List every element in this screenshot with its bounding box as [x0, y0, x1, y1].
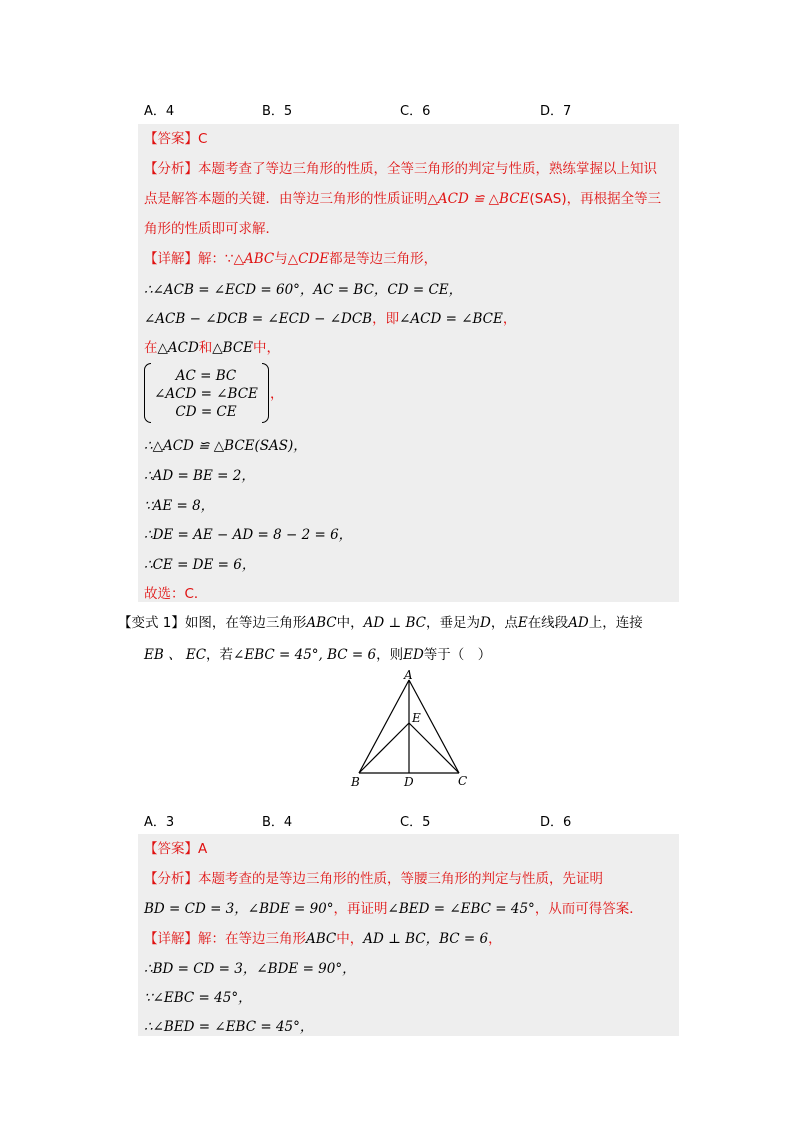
analysis-tag: 【分析】 — [144, 161, 198, 177]
math-expr: △ACD ≌ △BCE — [427, 191, 530, 207]
label-e: E — [412, 711, 421, 725]
math-expr: △CDE — [287, 251, 330, 267]
detail-line-5: ∴△ACD ≌ △BCE(SAS)， — [144, 438, 307, 454]
detail-text: ， — [488, 931, 502, 947]
variant-question-line-2 — [144, 645, 491, 665]
analysis-line-1 — [144, 159, 657, 179]
option-b: B．5 — [262, 104, 293, 119]
math-expr: ∠ACD = ∠BCE — [399, 311, 503, 327]
math-expr: EB 、 EC — [144, 647, 207, 663]
detail-line-9: ∴CE = DE = 6， — [144, 557, 256, 573]
detail-text: 和 — [198, 340, 213, 356]
detail-text: 在 — [144, 340, 158, 356]
detail-tag: 【详解】 — [144, 931, 198, 947]
question-text: ，点 — [490, 615, 518, 631]
detail2-line-1 — [144, 929, 502, 949]
detail-line-3 — [144, 309, 516, 329]
variant-tag: 【变式 1】 — [118, 615, 185, 631]
analysis-text: ，从而可得答案． — [534, 901, 643, 917]
label-b: B — [351, 775, 360, 789]
system-tail: ， — [270, 386, 284, 402]
analysis-text: ，再证明 — [333, 901, 388, 917]
math-expr: ABC — [306, 615, 337, 631]
answer-value: A — [198, 841, 208, 857]
option-c: C．5 — [400, 815, 431, 830]
detail-line-8: ∴DE = AE − AD = 8 − 2 = 6， — [144, 527, 353, 543]
equation-system — [144, 363, 274, 425]
math-expr: BD = CD = 3，∠BDE = 90° — [144, 901, 334, 917]
analysis2-line-1 — [144, 869, 603, 889]
math-expr: △ACD — [157, 340, 199, 356]
variant-question-line-1 — [118, 613, 643, 633]
question-text: ，垂足为 — [426, 615, 480, 631]
math-expr: ∠EBC = 45°, BC = 6 — [233, 647, 377, 663]
right-brace — [262, 363, 269, 423]
question-text: ，则 — [376, 647, 404, 663]
detail-line-10: 故选：C． — [144, 586, 208, 602]
label-a: A — [404, 668, 413, 682]
detail-text: 解：在等边三角形 — [198, 931, 306, 947]
option-a: A．3 — [144, 815, 175, 830]
math-expr: AD ⊥ BC — [363, 615, 426, 631]
side-ac — [409, 680, 459, 773]
system-eq-1: AC = BC — [175, 368, 237, 384]
segment-eb — [359, 723, 409, 773]
detail-line-6: ∴AD = BE = 2， — [144, 468, 255, 484]
detail-tag: 【详解】 — [144, 251, 198, 267]
math-expr: E — [517, 615, 528, 631]
system-eq-2: ∠ACD = ∠BCE — [154, 386, 258, 402]
detail-text: ， — [502, 311, 517, 327]
option-c: C．6 — [400, 104, 431, 119]
math-expr: △BCE — [212, 340, 254, 356]
question-text: ，若 — [206, 647, 234, 663]
triangle-figure — [345, 668, 475, 794]
detail-text: ，即 — [372, 311, 400, 327]
side-ab — [359, 680, 409, 773]
question-text: 在线段 — [527, 615, 569, 631]
segment-ec — [409, 723, 459, 773]
answer-line-1 — [144, 129, 207, 149]
math-expr: ED — [403, 647, 424, 663]
analysis-text: 本题考查的是等边三角形的性质，等腰三角形的判定与性质，先证明 — [198, 871, 603, 887]
analysis-text: 本题考查了等边三角形的性质，全等三角形的判定与性质，熟练掌握以上知识 — [198, 161, 657, 177]
detail-line-7: ∵AE = 8， — [144, 498, 215, 514]
detail2-line-3: ∵∠EBC = 45°， — [144, 990, 252, 1006]
answer-tag: 【答案】 — [144, 841, 198, 857]
system-eq-3: CD = CE — [175, 404, 237, 420]
detail-text: 解：∵ — [198, 251, 234, 267]
math-expr: D — [480, 615, 491, 631]
math-expr: AD — [568, 615, 589, 631]
analysis-text: 角形的性质即可求解． — [144, 221, 279, 237]
option-d: D．7 — [540, 104, 572, 119]
math-expr: (SAS) — [529, 191, 567, 207]
answer-value: C — [198, 131, 208, 147]
detail-line-2: ∴∠ACB = ∠ECD = 60°，AC = BC，CD = CE， — [144, 282, 463, 298]
detail2-line-4: ∴∠BED = ∠EBC = 45°， — [144, 1019, 314, 1035]
detail-text: 与 — [274, 251, 288, 267]
answer-line-2 — [144, 839, 207, 859]
question-text: 中， — [336, 615, 364, 631]
detail-text: 中， — [253, 340, 281, 356]
math-expr: △ABC — [233, 251, 275, 267]
analysis-text: 点是解答本题的关键．由等边三角形的性质证明 — [144, 191, 428, 207]
analysis-tag: 【分析】 — [144, 871, 198, 887]
analysis-text: ，再根据全等三 — [566, 191, 662, 207]
detail-line-4 — [144, 338, 280, 358]
math-expr: AD ⊥ BC，BC = 6 — [363, 931, 489, 947]
question-text: 上，连接 — [588, 615, 643, 631]
question-text: 等于（ ） — [423, 647, 492, 663]
option-a: A．4 — [144, 104, 175, 119]
answer-tag: 【答案】 — [144, 131, 198, 147]
question-text: 如图，在等边三角形 — [184, 615, 307, 631]
math-expr: ABC — [306, 931, 337, 947]
detail-line-1 — [144, 249, 437, 269]
math-expr: ∠ACB − ∠DCB = ∠ECD − ∠DCB — [144, 311, 373, 327]
analysis2-line-2 — [144, 899, 643, 919]
analysis-line-2 — [144, 189, 661, 209]
detail-text: 都是等边三角形， — [329, 251, 438, 267]
option-d: D．6 — [540, 815, 572, 830]
math-expr: ∠BED = ∠EBC = 45° — [387, 901, 535, 917]
detail-text: 中， — [336, 931, 364, 947]
option-b: B．4 — [262, 815, 293, 830]
label-c: C — [458, 774, 468, 788]
detail2-line-2: ∴BD = CD = 3，∠BDE = 90°， — [144, 961, 356, 977]
analysis-line-3 — [144, 219, 279, 239]
label-d: D — [404, 775, 414, 789]
